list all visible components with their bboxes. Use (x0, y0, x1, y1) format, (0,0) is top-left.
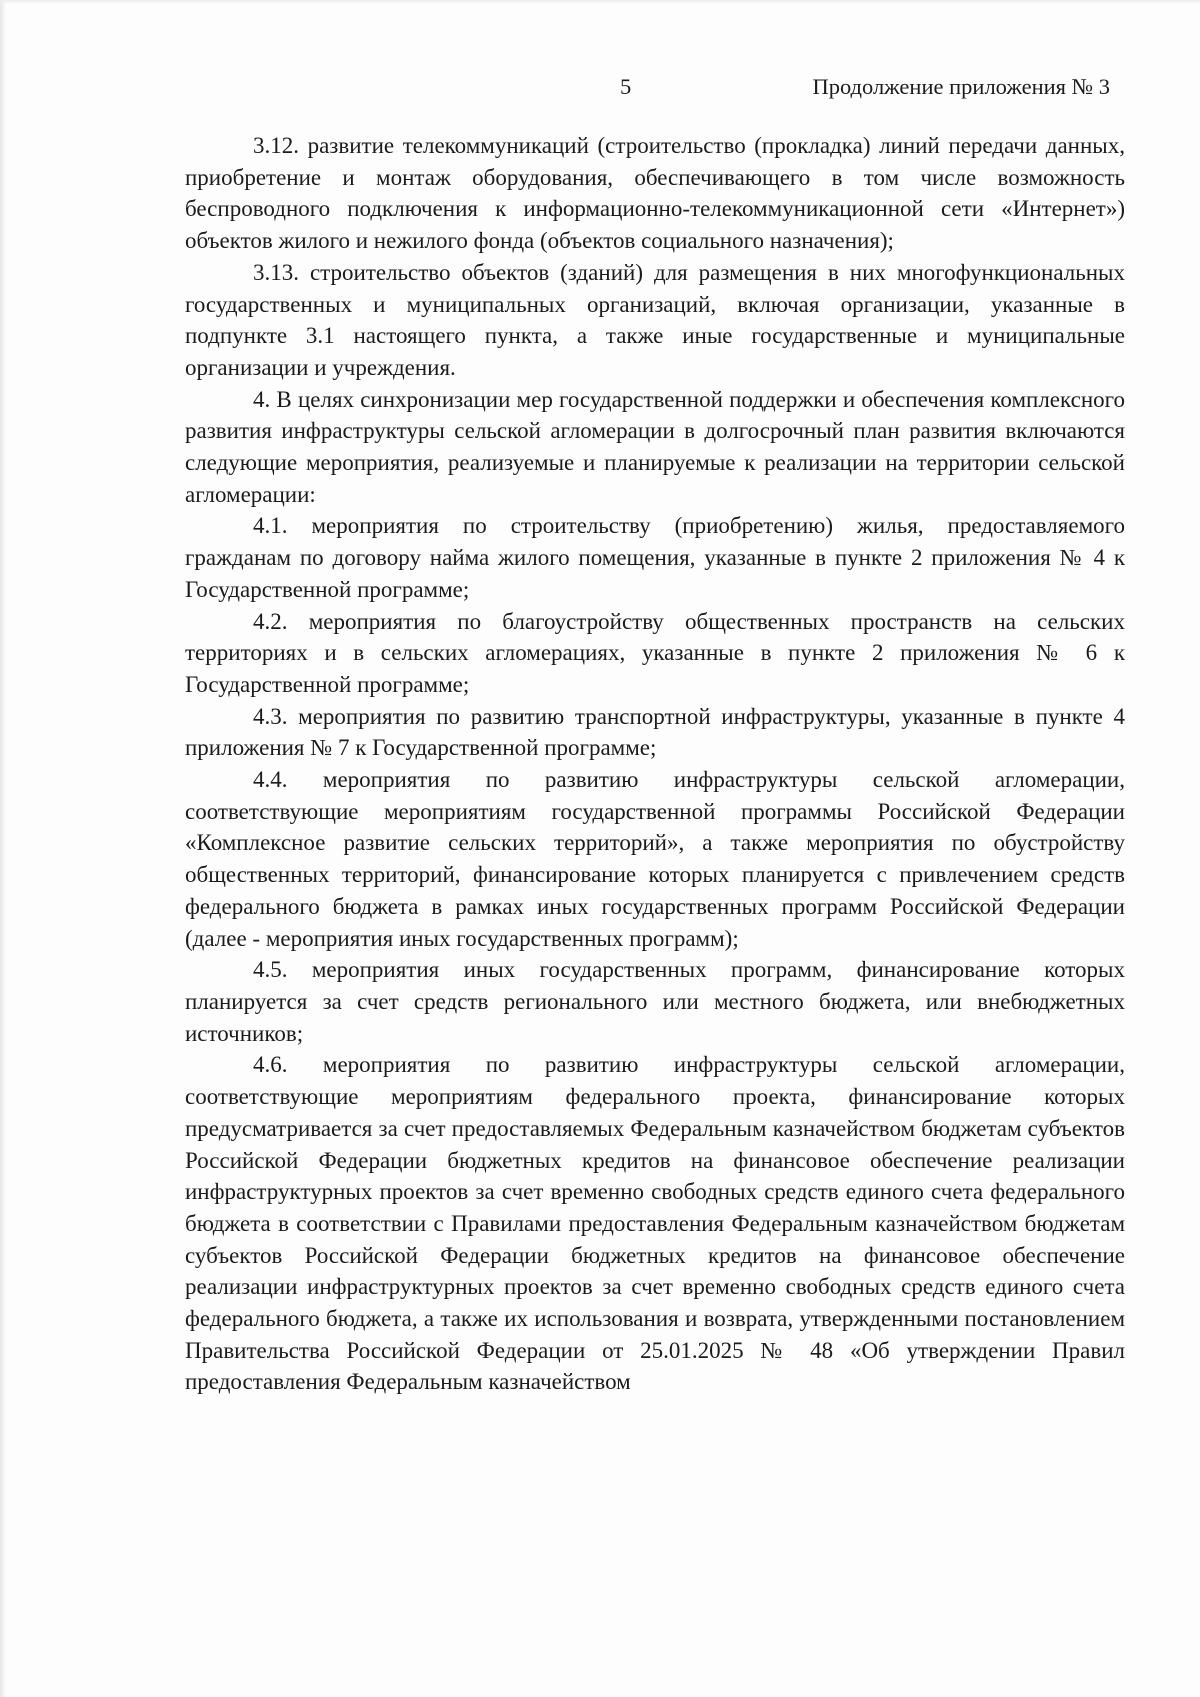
paragraph-4-6: 4.6. мероприятия по развитию инфраструктуры сельской агломерации, соответствующие мероприятиям федерального проекта, финансирование которых предусматривается за счет предоставляемых Федеральным казначейством бюджетам субъектов Российской Федерации бюджетных кредитов на финансовое обеспечение реализации инфраструктурных проектов за счет временно свободных средств единого счета федерального бюджета в соответствии с Правилами предоставления Федеральным казначейством бюджетам субъектов Российской Федерации бюджетных кредитов на финансовое обеспечение реализации инфраструктурных проектов за счет временно свободных средств единого счета федерального бюджета, а также их использования и возврата, утвержденными постановлением Правительства Российской Федерации от 25.01.2025 № 48 «Об утверждении Правил предоставления Федеральным казначейством (185, 1052, 1125, 1395)
paragraph-4-3: 4.3. мероприятия по развитию транспортной инфраструктуры, указанные в пункте 4 приложения № 7 к Государственной программе; (185, 703, 1125, 761)
appendix-continuation-title: Продолжение приложения № 3 (812, 74, 1110, 99)
page-number: 5 (620, 74, 632, 99)
paragraph-4-1: 4.1. мероприятия по строительству (приобретению) жилья, предоставляемого гражданам по договору найма жилого помещения, указанные в пункте 2 приложения № 4 к Государственной программе; (185, 513, 1125, 602)
paragraph-4-5: 4.5. мероприятия иных государственных программ, финансирование которых планируется за счет средств регионального или местного бюджета, или внебюджетных источников; (185, 957, 1125, 1046)
paragraph-3-13: 3.13. строительство объектов (зданий) для размещения в них многофункциональных государственных и муниципальных организаций, включая организации, указанные в подпункте 3.1 настоящего пункта, а также иные государственные и муниципальные организации и учреждения. (185, 259, 1125, 380)
paragraph-4-4: 4.4. мероприятия по развитию инфраструктуры сельской агломерации, соответствующие мероприятиям государственной программы Российской Федерации «Комплексное развитие сельских территорий», а также мероприятия по обустройству общественных территорий, финансирование которых планируется с привлечением средств федерального бюджета в рамках иных государственных программ Российской Федерации (далее - мероприятия иных государственных программ); (185, 767, 1125, 951)
paragraph-3-12: 3.12. развитие телекоммуникаций (строительство (прокладка) линий передачи данных, приобретение и монтаж оборудования, обеспечивающего в том числе возможность беспроводного подключения к информационно-телекоммуникационной сети «Интернет») объектов жилого и нежилого фонда (объектов социального назначения); (185, 133, 1125, 254)
paragraph-4: 4. В целях синхронизации мер государственной поддержки и обеспечения комплексного развития инфраструктуры сельской агломерации в долгосрочный план развития включаются следующие мероприятия, реализуемые и планируемые к реализации на территории сельской агломерации: (185, 386, 1125, 507)
scan-edge-top (0, 0, 1200, 4)
document-body (185, 130, 1125, 1398)
paragraph-4-2: 4.2. мероприятия по благоустройству общественных пространств на сельских территориях и в сельских агломерациях, указанные в пункте 2 приложения № 6 к Государственной программе; (185, 608, 1125, 697)
scan-edge-left (0, 0, 6, 1697)
page-header (0, 74, 1200, 108)
